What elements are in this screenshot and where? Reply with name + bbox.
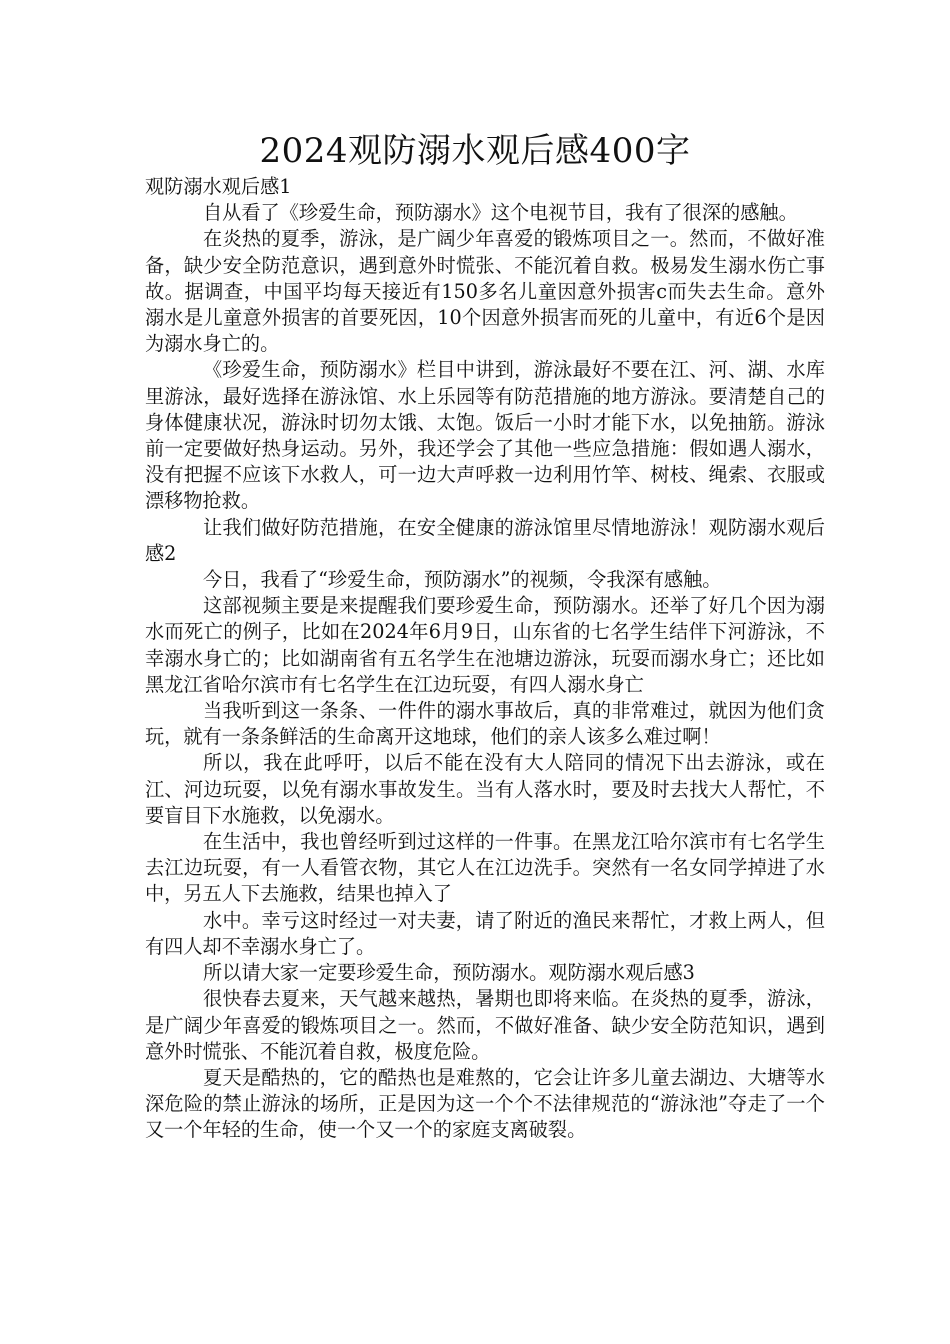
paragraph: 当我听到这一条条、一件件的溺水事故后，真的非常难过，就因为他们贪玩，就有一条条鲜活的生命离开这地球，他们的亲人该多么难过啊！ <box>145 699 825 749</box>
paragraph: 在生活中，我也曾经听到过这样的一件事。在黑龙江哈尔滨市有七名学生去江边玩耍，有一人看管衣物，其它人在江边洗手。突然有一名女同学掉进了水中，另五人下去施救，结果也掉入了 <box>145 830 825 906</box>
paragraph: 所以请大家一定要珍爱生命，预防溺水。观防溺水观后感3 <box>203 961 695 985</box>
paragraph: 今日，我看了“珍爱生命，预防溺水”的视频，令我深有感触。 <box>203 568 722 592</box>
paragraph: 所以，我在此呼吁，以后不能在没有大人陪同的情况下出去游泳，或在江、河边玩耍，以免有溺水事故发生。当有人落水时，要及时去找大人帮忙，不要盲目下水施救，以免溺水。 <box>145 751 825 827</box>
paragraph: 这部视频主要是来提醒我们要珍爱生命，预防溺水。还举了好几个因为溺水而死亡的例子，比如在2024年6月9日，山东省的七名学生结伴下河游泳，不幸溺水身亡的；比如湖南省有五名学生在池塘边游泳，玩耍而溺水身亡；还比如黑龙江省哈尔滨市有七名学生在江边玩耍，有四人溺水身亡 <box>145 594 825 696</box>
paragraph: 自从看了《珍爱生命，预防溺水》这个电视节目，我有了很深的感触。 <box>203 201 798 225</box>
paragraph: 让我们做好防范措施，在安全健康的游泳馆里尽情地游泳！观防溺水观后感2 <box>145 515 825 565</box>
paragraph: 《珍爱生命，预防溺水》栏目中讲到，游泳最好不要在江、河、湖、水库里游泳，最好选择在游泳馆、水上乐园等有防范措施的地方游泳。要清楚自己的身体健康状况，游泳时切勿太饿、太饱。饭后一小时才能下水，以免抽筋。游泳前一定要做好热身运动。另外，我还学会了其他一些应急措施：假如遇人溺水，没有把握不应该下水救人，可一边大声呼救一边利用竹竿、树枝、绳索、衣服或漂移物抢救。 <box>145 358 825 513</box>
document-title: 2024观防溺水观后感400字 <box>259 131 691 171</box>
paragraph: 水中。幸亏这时经过一对夫妻，请了附近的渔民来帮忙，才救上两人，但有四人却不幸溺水身亡了。 <box>145 908 825 958</box>
section-heading: 观防溺水观后感1 <box>145 175 292 198</box>
paragraph: 在炎热的夏季，游泳，是广阔少年喜爱的锻炼项目之一。然而，不做好准备，缺少安全防范意识，遇到意外时慌张、不能沉着自救。极易发生溺水伤亡事故。据调查，中国平均每天接近有150多名儿童因意外损害c而失去生命。意外溺水是儿童意外损害的首要死因，10个因意外损害而死的儿童中，有近6个是因为溺水身亡的。 <box>145 227 825 356</box>
paragraph: 夏天是酷热的，它的酷热也是难熬的，它会让许多儿童去湖边、大塘等水深危险的禁止游泳的场所，正是因为这一个个不法律规范的“游泳池”夺走了一个又一个年轻的生命，使一个又一个的家庭支离破裂。 <box>145 1065 825 1142</box>
document-body <box>145 174 825 1144</box>
paragraph: 很快春去夏来，天气越来越热，暑期也即将来临。在炎热的夏季，游泳，是广阔少年喜爱的锻炼项目之一。然而，不做好准备、缺少安全防范知识，遇到意外时慌张、不能沉着自救，极度危险。 <box>145 987 825 1063</box>
